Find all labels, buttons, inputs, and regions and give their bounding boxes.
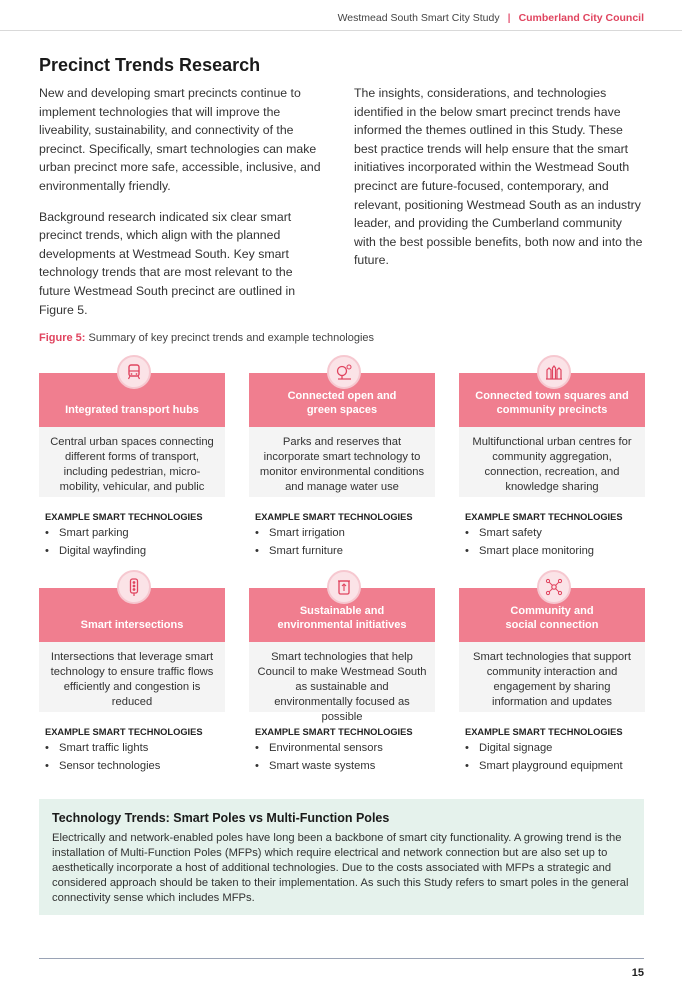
page-header — [338, 12, 644, 24]
list-item: • Digital signage — [465, 739, 623, 757]
card-description: Parks and reserves that incorporate smart technology to monitor environmental conditions and manage water use — [249, 427, 435, 497]
examples-list — [45, 739, 160, 775]
examples-heading: EXAMPLE SMART TECHNOLOGIES — [45, 512, 203, 522]
card-title: Smart intersections — [80, 619, 184, 631]
list-item: • Environmental sensors — [255, 739, 383, 757]
examples-list — [465, 739, 623, 775]
footer-divider — [39, 958, 644, 959]
card-title-line-2: community precincts — [496, 404, 608, 416]
list-item: • Smart irrigation — [255, 524, 345, 542]
callout-body: Electrically and network-enabled poles have long been a backbone of smart city functionality. A growing trend is the installation of Multi-Function Poles (MFPs) which require electrical and network connection but are also set up to aesthetically incorporate a host of additional technologies. Due to the costs associated with MFPs a strategic and considered approach should be taken to their implementation. As such this Study refers to smart poles in the general connectivity sense which includes MFPs. — [52, 832, 629, 904]
callout-title: Technology Trends: Smart Poles vs Multi-Function Poles — [52, 811, 390, 825]
card-title: Integrated transport hubs — [65, 404, 199, 416]
card-title-line-1: Sustainable and — [299, 605, 385, 617]
examples-heading: EXAMPLE SMART TECHNOLOGIES — [45, 727, 203, 737]
card-description: Central urban spaces connecting different forms of transport, including pedestrian, micro-mobility, vehicular, and public — [39, 427, 225, 497]
examples-heading: EXAMPLE SMART TECHNOLOGIES — [465, 727, 623, 737]
card-title-line-1: Community and — [510, 605, 594, 617]
recycle-bin-icon — [327, 570, 361, 604]
card-description: Smart technologies that help Council to make Westmead South as sustainable and environmentally focused as possible — [249, 642, 435, 712]
examples-heading: EXAMPLE SMART TECHNOLOGIES — [255, 512, 413, 522]
card-title-line-2: environmental initiatives — [277, 619, 407, 631]
card-title-line-1: Connected town squares and — [475, 390, 629, 402]
list-item: • Smart furniture — [255, 542, 345, 560]
transport-icon — [117, 355, 151, 389]
list-item: • Digital wayfinding — [45, 542, 146, 560]
town-square-icon — [537, 355, 571, 389]
list-item: • Smart parking — [45, 524, 146, 542]
header-study-title: Westmead South Smart City Study — [337, 12, 500, 24]
examples-list — [255, 524, 345, 560]
list-item: • Smart playground equipment — [465, 757, 623, 775]
tree-icon — [327, 355, 361, 389]
intro-paragraph: New and developing smart precincts continue to implement technologies that will improve the liveability, sustainability, and connectivity of the precinct. Specifically, smart technologies can make urban precinct more safe, accessible, inclusive, and environmentally friendly. — [39, 86, 321, 193]
traffic-light-icon — [117, 570, 151, 604]
list-item: • Smart waste systems — [255, 757, 383, 775]
figure-caption-text: Summary of key precinct trends and example technologies — [88, 332, 375, 344]
examples-list — [45, 524, 146, 560]
page-title: Precinct Trends Research — [39, 55, 261, 75]
right-column — [354, 84, 644, 282]
card-description: Intersections that leverage smart technology to ensure traffic flows efficiently and congestion is reduced — [39, 642, 225, 712]
insights-paragraph: The insights, considerations, and technologies identified in the below smart precinct trends have informed the themes outlined in this Study. These best practice trends will help ensure that the smart initiatives incorporated within the Westmead South precinct are future-focused, contemporary, and relevant, positioning Westmead South as an industry leader, and providing the Cumberland community with the best possible benefits, both now and into the future. — [354, 86, 643, 268]
network-icon — [537, 570, 571, 604]
card-description: Multifunctional urban centres for community aggregation, connection, recreation, and knowledge sharing — [459, 427, 645, 497]
figure-label: Figure 5: — [39, 332, 86, 344]
card-title-line-2: green spaces — [306, 404, 378, 416]
header-council-name: Cumberland City Council — [518, 12, 644, 24]
examples-heading: EXAMPLE SMART TECHNOLOGIES — [465, 512, 623, 522]
header-separator: | — [507, 12, 511, 24]
examples-list — [465, 524, 594, 560]
card-description: Smart technologies that support community interaction and engagement by sharing information and updates — [459, 642, 645, 712]
background-paragraph: Background research indicated six clear smart precinct trends, which align with the planned developments at Westmead South. Key smart technology trends that are most relevant to the future Westmead South precinct are outlined in Figure 5. — [39, 209, 296, 317]
examples-list — [255, 739, 383, 775]
card-title-line-2: social connection — [505, 619, 599, 631]
figure-caption — [39, 332, 374, 344]
header-divider — [0, 30, 682, 31]
left-column — [39, 84, 324, 331]
page-number: 15 — [631, 967, 644, 979]
list-item: • Smart place monitoring — [465, 542, 594, 560]
list-item: • Smart safety — [465, 524, 594, 542]
technology-trends-callout — [39, 799, 644, 915]
examples-heading: EXAMPLE SMART TECHNOLOGIES — [255, 727, 413, 737]
list-item: • Smart traffic lights — [45, 739, 160, 757]
card-title-line-1: Connected open and — [287, 390, 397, 402]
list-item: • Sensor technologies — [45, 757, 160, 775]
